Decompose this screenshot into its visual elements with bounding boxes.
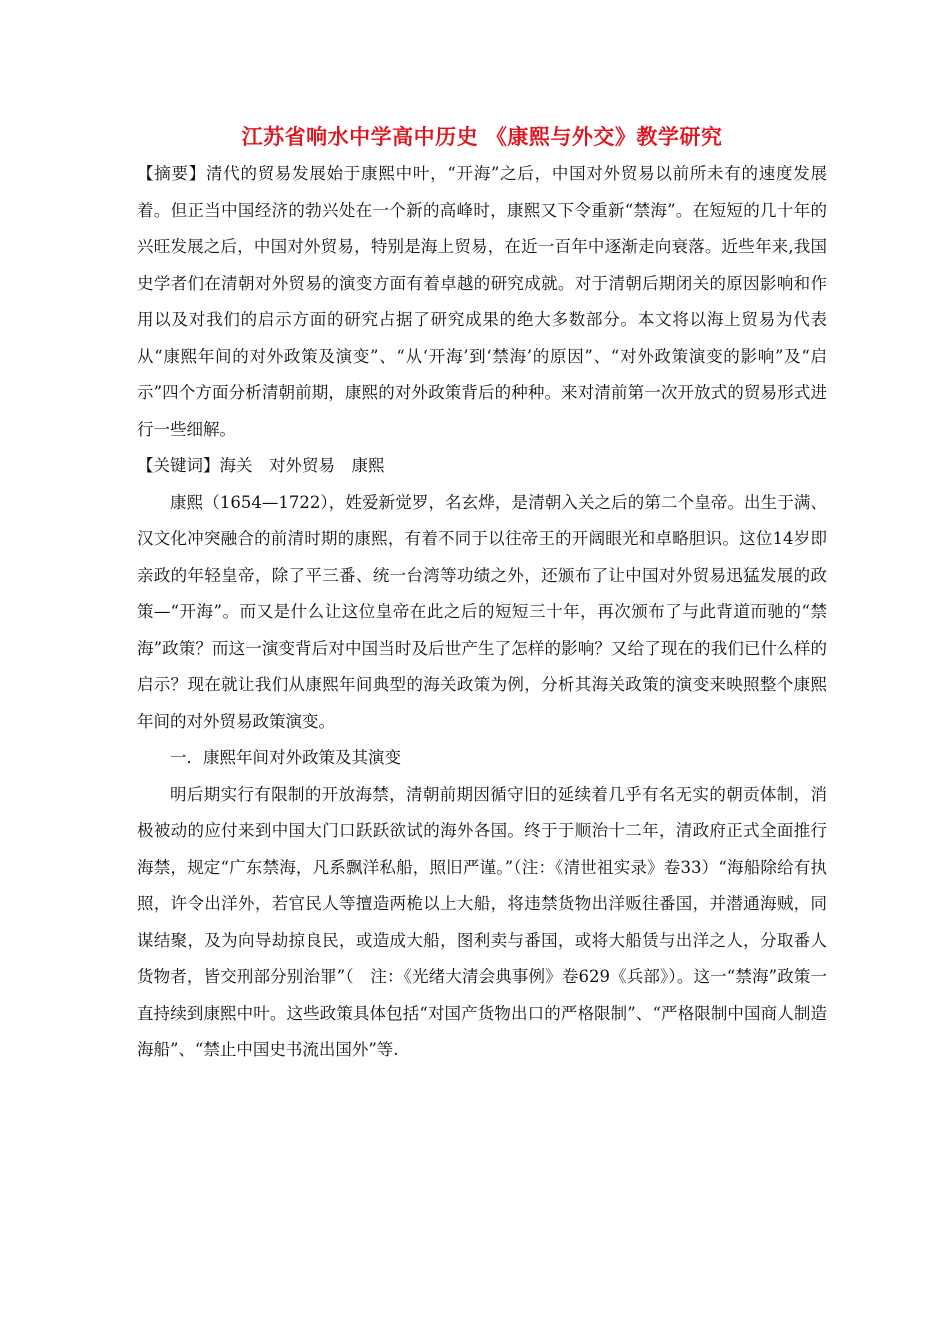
- section-heading: 一．康熙年间对外政策及其演变: [170, 748, 401, 767]
- section-paragraph: 明后期实行有限制的开放海禁，清朝前期因循守旧的延续着几乎有名无实的朝贡体制，消极被动的应付来到中国大门口跃跃欲试的海外各国。终于于顺治十二年，清政府正式全面推行海禁，规定“广东禁海，凡系飘洋私船，照旧严谨。”（注：《清世祖实录》卷33）“海船除给有执照，许令出洋外，若官民人等擅造两桅以上大船，将违禁货物出洋贩往番国，并潜通海贼，同谋结聚，及为向导劫掠良民，或造成大船，图利卖与番国，或将大船赁与出洋之人，分取番人货物者，皆交刑部分别治罪”（ 注：《光绪大清会典事例》卷629《兵部》）。这一“禁海”政策一直持续到康熙中叶。这些政策具体包括“对国产货物出口的严格限制”、“严格限制中国商人制造海船”、“禁止中国史书流出国外”等.: [137, 784, 827, 1059]
- document-body: [137, 118, 827, 1069]
- keywords-text: 海关 对外贸易 康熙: [219, 456, 385, 475]
- abstract-paragraph: [137, 156, 827, 448]
- keywords-label: 【关键词】: [137, 456, 220, 475]
- intro-paragraph: 康熙（1654—1722），姓爱新觉罗，名玄烨，是清朝入关之后的第二个皇帝。出生于满、汉文化冲突融合的前清时期的康熙，有着不同于以往帝王的开阔眼光和卓略胆识。这位14岁即亲政的年轻皇帝，除了平三番、统一台湾等功绩之外，还颁布了让中国对外贸易迅猛发展的政策—“开海”。而又是什么让这位皇帝在此之后的短短三十年，再次颁布了与此背道而驰的“禁海”政策？而这一演变背后对中国当时及后世产生了怎样的影响？又给了现在的我们已什么样的启示？现在就让我们从康熙年间典型的海关政策为例，分析其海关政策的演变来映照整个康熙年间的对外贸易政策演变。: [137, 492, 827, 731]
- abstract-text: 清代的贸易发展始于康熙中叶，“开海”之后，中国对外贸易以前所未有的速度发展着。但正当中国经济的勃兴处在一个新的高峰时，康熙又下令重新“禁海”。在短短的几十年的兴旺发展之后，中国对外贸易，特别是海上贸易，在近一百年中逐渐走向衰落。近些年来,我国史学者们在清朝对外贸易的演变方面有着卓越的研究成就。对于清朝后期闭关的原因影响和作用以及对我们的启示方面的研究占据了研究成果的绝大多数部分。本文将以海上贸易为代表从“康熙年间的对外政策及演变”、“从‘开海’到‘禁海’的原因”、“对外政策演变的影响”及“启示”四个方面分析清朝前期，康熙的对外政策背后的种种。来对清前第一次开放式的贸易形式进行一些细解。: [137, 164, 828, 439]
- keywords-paragraph: [137, 448, 827, 485]
- document-title: 江苏省响水中学高中历史 《康熙与外交》教学研究: [241, 124, 723, 149]
- abstract-label: 【摘要】: [137, 164, 206, 183]
